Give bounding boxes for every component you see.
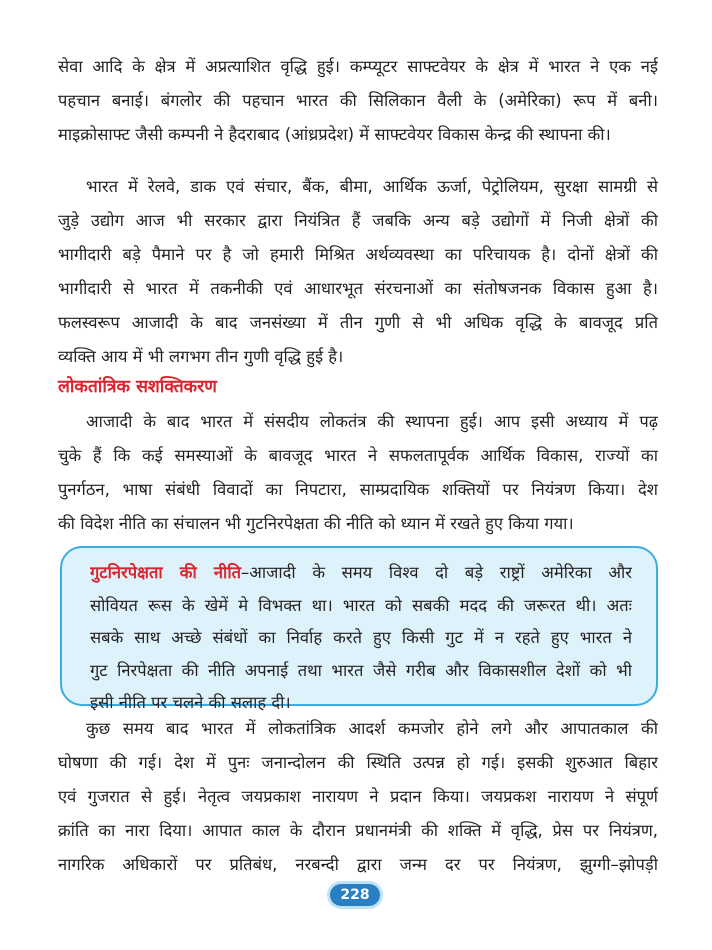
paragraph-democracy [58, 405, 658, 541]
text-line: भागीदारी बड़े पैमाने पर है जो हमारी मिश्रित अर्थव्यवस्था का परिचायक है। दोनों क्षेत्रों की [58, 245, 658, 264]
text-line: भारत में रेलवे, डाक एवं संचार, बैंक, बीमा, आर्थिक ऊर्जा, पेट्रोलियम, सुरक्षा सामग्री से [86, 177, 658, 196]
text-line: गुट निरपेक्षता की नीति अपनाई तथा भारत जैसे गरीब और विकासशील देशों को भी [90, 660, 632, 680]
text-line: क्रांति का नारा दिया। आपात काल के दौरान प्रधानमंत्री की शक्ति में वृद्धि, प्रेस पर नियंत्रण, [58, 821, 658, 840]
paragraph-software [58, 50, 658, 152]
paragraph-emergency [58, 712, 658, 882]
text-line: व्यक्ति आय में भी लगभग तीन गुणी वृद्धि हुई है। [58, 347, 344, 366]
text-line: आजादी के बाद भारत में संसदीय लोकतंत्र की स्थापना हुई। आप इसी अध्याय में पढ़ [86, 412, 658, 431]
text-line: एवं गुजरात से हुई। नेतृत्व जयप्रकाश नारायण ने प्रदान किया। जयप्रकश नारायण ने संपूर्ण [58, 787, 658, 806]
info-box-title: गुटनिरपेक्षता की नीति [90, 563, 242, 582]
text-line: इसी नीति पर चलने की सलाह दी। [90, 693, 291, 712]
text-line: भागीदारी से भारत में तकनीकी एवं आधारभूत संरचनाओं का संतोषजनक विकास हुआ है। [58, 279, 658, 298]
text-line: जुड़े उद्योग आज भी सरकार द्वारा नियंत्रित हैं जबकि अन्य बड़े उद्योगों में निजी क्षेत्रों की [58, 211, 658, 230]
text-line: चुके हैं कि कई समस्याओं के बावजूद भारत ने सफलतापूर्वक आर्थिक विकास, राज्यों का [58, 446, 658, 465]
info-box-first-line-text: –आजादी के समय विश्व दो बड़े राष्ट्रों अमेरिका और [241, 563, 632, 582]
paragraph-industry [58, 170, 658, 374]
info-box-non-alignment [60, 546, 658, 712]
text-line: पहचान बनाई। बंगलोर की पहचान भारत की सिलिकान वैली के (अमेरिका) रूप में बनी। [58, 91, 658, 110]
text-line: माइक्रोसाफ्ट जैसी कम्पनी ने हैदराबाद (आंध्रप्रदेश) में साफ्टवेयर विकास केन्द्र की स्थापना की। [58, 125, 611, 144]
text-line: कुछ समय बाद भारत में लोकतांत्रिक आदर्श कमजोर होने लगे और आपातकाल की [86, 719, 658, 738]
text-line: सबके साथ अच्छे संबंधों का निर्वाह करते हुए किसी गुट में न रहते हुए भारत ने [90, 628, 632, 647]
text-line: पुनर्गठन, भाषा संबंधी विवादों का निपटारा, साम्प्रदायिक शक्तियों पर नियंत्रण किया। देश [58, 480, 658, 499]
text-line: नागरिक अधिकारों पर प्रतिबंध, नरबन्दी द्वारा जन्म दर पर नियंत्रण, झुग्गी–झोपड़ी [58, 855, 658, 874]
page-number-badge: 228 [330, 884, 380, 906]
text-line: की विदेश नीति का संचालन भी गुटनिरपेक्षता की नीति को ध्यान में रखते हुए किया गया। [58, 514, 574, 533]
text-line: सेवा आदि के क्षेत्र में अप्रत्याशित वृद्धि हुई। कम्प्यूटर साफ्टवेयर के क्षेत्र में भारत ने एक नई [58, 57, 658, 76]
text-line: सोवियत रूस के खेमें मे विभक्त था। भारत को सबकी मदद की जरूरत थी। अतः [90, 595, 632, 615]
text-line: घोषणा की गई। देश में पुनः जनान्दोलन की स्थिति उत्पन्न हो गई। इसकी शुरुआत बिहार [58, 753, 658, 772]
info-box-first-line [90, 557, 632, 590]
section-heading: लोकतांत्रिक सशक्तिकरण [58, 377, 217, 397]
info-box-text [90, 557, 632, 720]
text-line: फलस्वरूप आजादी के बाद जनसंख्या में तीन गुणी से भी अधिक वृद्धि के बावजूद प्रति [58, 313, 658, 332]
